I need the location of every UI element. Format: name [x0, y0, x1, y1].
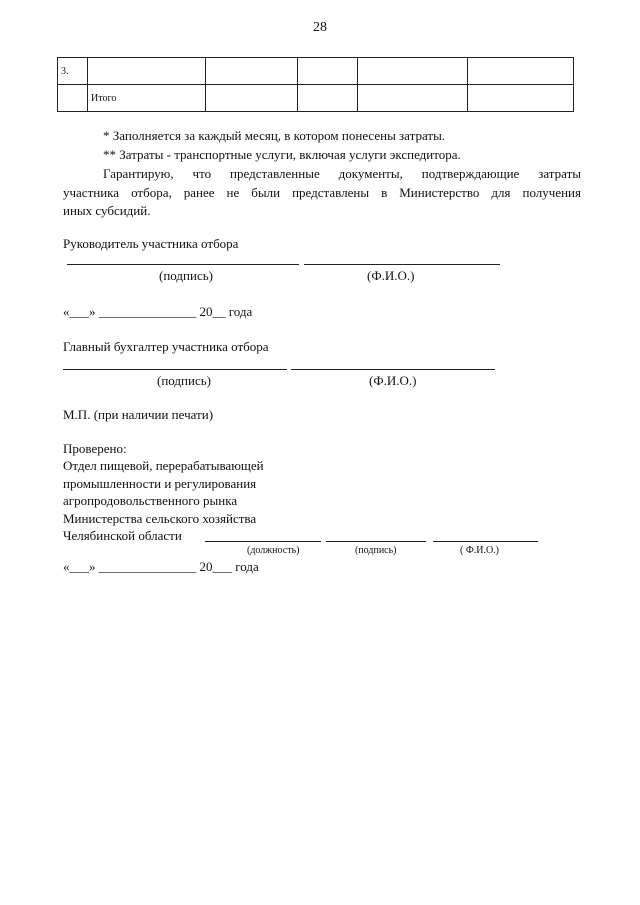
dept-line-2: промышленности и регулирования	[63, 476, 257, 491]
guarantee-line-2: участника отбора, ранее не были представлены в Министерство для получения	[63, 185, 581, 200]
table-cell	[58, 85, 88, 112]
verified-name-line	[433, 541, 538, 542]
accountant-title: Главный бухгалтер участника отбора	[63, 339, 269, 354]
dept-line-1: Отдел пищевой, перерабатывающей	[63, 458, 264, 473]
page-number: 28	[313, 20, 327, 35]
verified-position-caption: (должность)	[247, 545, 300, 556]
verified-position-line	[205, 541, 321, 542]
table-cell	[298, 58, 358, 85]
accountant-signature-line	[63, 369, 287, 370]
accountant-name-line	[291, 369, 495, 370]
head-signature-line	[67, 264, 299, 265]
table-cell: 3.	[58, 58, 88, 85]
verified-date-line: «___» _______________ 20___ года	[63, 559, 259, 574]
verified-title: Проверено:	[63, 441, 127, 456]
costs-table	[57, 57, 574, 112]
verified-name-caption: ( Ф.И.О.)	[460, 545, 500, 556]
accountant-name-caption: (Ф.И.О.)	[369, 373, 417, 388]
verified-signature-caption: (подпись)	[355, 545, 397, 556]
table-cell	[358, 58, 468, 85]
guarantee-line-3: иных субсидий.	[63, 203, 151, 218]
head-signature-caption: (подпись)	[159, 268, 213, 283]
guarantee-line-1: Гарантирую, что представленные документы, подтверждающие затраты	[103, 166, 581, 181]
verified-signature-line	[326, 541, 426, 542]
table-cell	[468, 85, 574, 112]
footnote-monthly: * Заполняется за каждый месяц, в котором понесены затраты.	[103, 128, 446, 143]
stamp-note: М.П. (при наличии печати)	[63, 407, 214, 422]
table-cell	[298, 85, 358, 112]
table-cell	[358, 85, 468, 112]
dept-line-4: Министерства сельского хозяйства	[63, 511, 257, 526]
head-name-caption: (Ф.И.О.)	[367, 268, 415, 283]
footnote-transport: ** Затраты - транспортные услуги, включая услуги экспедитора.	[103, 147, 461, 162]
table-row	[58, 85, 574, 112]
table-cell	[468, 58, 574, 85]
head-title: Руководитель участника отбора	[63, 236, 239, 251]
table-cell	[206, 85, 298, 112]
head-name-line	[304, 264, 500, 265]
table-row	[58, 58, 574, 85]
accountant-signature-caption: (подпись)	[157, 373, 211, 388]
dept-line-3: агропродовольственного рынка	[63, 493, 238, 508]
dept-line-5: Челябинской области	[63, 528, 182, 543]
head-date-line: «___» _______________ 20__ года	[63, 304, 253, 319]
table-cell-total-label: Итого	[88, 85, 206, 112]
table-cell	[88, 58, 206, 85]
table-cell	[206, 58, 298, 85]
